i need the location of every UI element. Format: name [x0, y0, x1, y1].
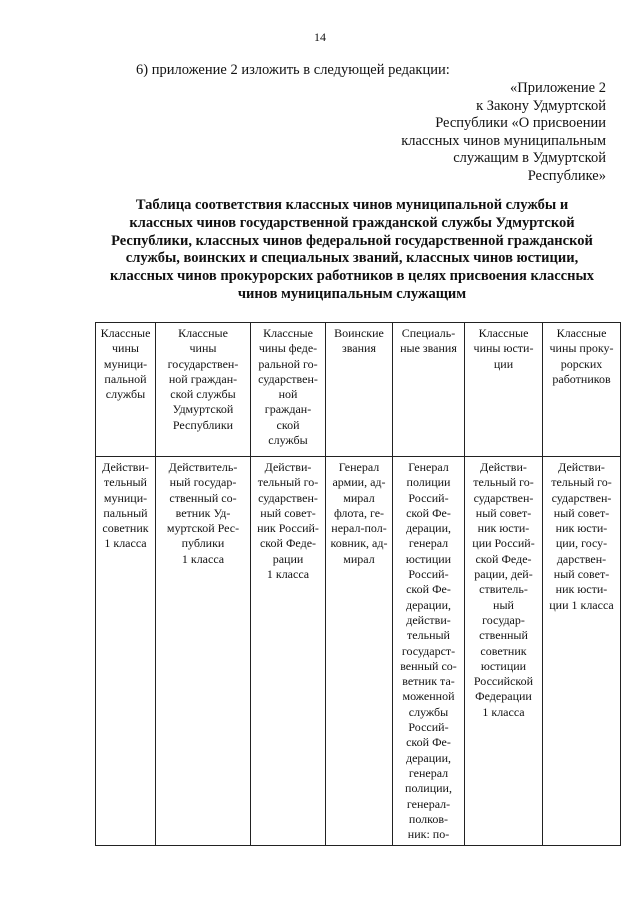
cell-text-line: пальной [104, 371, 147, 386]
cell-text-line: Действи- [558, 460, 605, 474]
intro-text: 6) приложение 2 изложить в следующей редакции: [136, 62, 450, 78]
cell-text-line: ской службы [170, 387, 236, 402]
cell-text-line: дерации, [405, 750, 452, 765]
cell-text-line: генерал [408, 765, 449, 780]
table-title [84, 197, 620, 304]
cell-text-line: ральной го- [258, 356, 318, 371]
cell-text-line: флота, ге- [333, 505, 385, 520]
cell-text-line: тельный го- [473, 475, 534, 490]
cell-text-line: ции Россий- [472, 536, 535, 551]
cell-text-line: ции 1 класса [549, 597, 614, 612]
cell-text-line: сударствен- [258, 490, 318, 505]
cell-text-line: Генерал [338, 460, 380, 474]
cell-text-line: действи- [406, 612, 451, 627]
cell-text-line: Воинские [334, 326, 384, 340]
cell-text-line: полиции [406, 475, 451, 490]
cell-text-line: ный [493, 597, 514, 612]
cell-text-line: ской Феде- [475, 551, 532, 566]
cell-text-line: государст- [401, 643, 456, 658]
appendix-reference [346, 80, 606, 186]
appendix-ref-line: Республики «О присвоении [435, 115, 606, 132]
cell-text-line: 1 класса [482, 704, 525, 719]
cell-text-line: Россий- [408, 567, 449, 582]
cell-text-line: тельный го- [257, 475, 319, 490]
appendix-ref-line: классных чинов муниципальным [401, 132, 606, 149]
cell-text-line: Удмуртской [172, 402, 234, 417]
title-line: классных чинов государственной гражданской службы Удмуртской [129, 214, 575, 231]
cell-text-line: чины феде- [258, 341, 318, 356]
cell-text-line: тельный го- [551, 475, 612, 490]
cell-text-line: муници- [103, 356, 148, 371]
cell-text-line: ник юсти- [477, 521, 530, 536]
cell-text-line: рации, дей- [474, 567, 533, 582]
cell-text-line: сударствен- [551, 490, 612, 505]
cell-text-line: ственный [479, 628, 528, 643]
cell-text-line: дерации, [405, 521, 452, 536]
title-line: чинов муниципальным служащим [237, 285, 467, 302]
cell-text-line: советник [102, 521, 149, 536]
cell-text-line: генерал- [406, 796, 451, 811]
cell-text-line: ствитель- [479, 582, 528, 597]
appendix-ref-line: к Закону Удмуртской [476, 97, 606, 114]
cell-text-line: публики [181, 536, 225, 551]
cell-text-line: мирал [343, 490, 375, 505]
cell-prosecutor [543, 457, 621, 846]
cell-text-line: Генерал [408, 460, 449, 474]
cell-text-line: чины проку- [549, 341, 614, 356]
cell-text-line: пальный [103, 505, 148, 520]
cell-text-line: юстиции [405, 551, 452, 566]
cell-text-line: звания [342, 341, 376, 356]
cell-text-line: ный государ- [169, 475, 237, 490]
cell-text-line: ской [276, 417, 300, 432]
cell-text-line: ственный со- [169, 490, 237, 505]
table-header-row [96, 323, 621, 457]
cell-text-line: ковник, ад- [330, 536, 388, 551]
cell-text-line: ской Фе- [406, 582, 451, 597]
cell-text-line: службы [105, 387, 146, 402]
cell-udmurt-civil-service [156, 457, 251, 846]
cell-text-line: дарствен- [556, 551, 607, 566]
header-cell-federal-civil-service [251, 323, 326, 457]
title-line: Республики, классных чинов федеральной государственной гражданской [111, 232, 593, 249]
rank-correspondence-table [95, 322, 621, 846]
cell-text-line: Федерации [475, 689, 532, 704]
cell-text-line: ции, госу- [555, 536, 608, 551]
cell-text-line: генерал [408, 536, 449, 551]
cell-text-line: Классные [100, 326, 151, 340]
cell-text-line: службы [268, 433, 308, 448]
cell-text-line: ные звания [400, 341, 457, 356]
cell-text-line: ветник та- [402, 674, 455, 689]
appendix-ref-line: служащим в Удмуртской [453, 150, 606, 167]
cell-text-line: дерации, [405, 597, 452, 612]
page-number: 14 [314, 30, 326, 44]
cell-text-line: нерал-пол- [331, 521, 387, 536]
cell-text-line: ник Россий- [257, 521, 319, 536]
cell-text-line: муртской Рес- [166, 521, 240, 536]
cell-text-line: государ- [482, 612, 525, 627]
cell-text-line: ник юсти- [555, 582, 608, 597]
cell-text-line: Классные [556, 326, 607, 340]
cell-text-line: Классные [178, 326, 228, 340]
cell-text-line: венный со- [400, 658, 457, 673]
cell-municipal [96, 457, 156, 846]
header-cell-military [326, 323, 393, 457]
cell-text-line: тельный [104, 475, 147, 490]
cell-text-line: чины [112, 341, 139, 356]
cell-text-line: моженной [402, 689, 455, 704]
cell-text-line: 1 класса [181, 551, 225, 566]
cell-text-line: ской Фе- [406, 735, 451, 750]
cell-text-line: Классные [478, 326, 529, 340]
cell-text-line: Специаль- [401, 326, 456, 340]
cell-text-line: Действи- [480, 460, 527, 474]
cell-text-line: сударствен- [473, 490, 534, 505]
cell-text-line: Республики [172, 417, 234, 432]
header-cell-justice [465, 323, 543, 457]
cell-text-line: работников [552, 371, 611, 386]
cell-text-line: ции [493, 356, 514, 371]
cell-text-line: Россий- [408, 490, 449, 505]
cell-text-line: Действи- [264, 460, 312, 474]
cell-text-line: ской Феде- [259, 536, 317, 551]
cell-text-line: Российской [473, 674, 534, 689]
cell-justice [465, 457, 543, 846]
cell-text-line: рации [272, 551, 304, 566]
cell-text-line: Действи- [102, 460, 149, 474]
cell-text-line: муници- [103, 490, 148, 505]
table-row [96, 457, 621, 846]
cell-text-line: ник юсти- [555, 521, 608, 536]
cell-text-line: Действитель- [168, 460, 238, 474]
cell-text-line: чины юсти- [473, 341, 534, 356]
cell-text-line: государствен- [167, 356, 239, 371]
cell-text-line: тельный [407, 628, 450, 643]
cell-text-line: чины [189, 341, 217, 356]
cell-text-line: Россий- [408, 720, 449, 735]
cell-text-line: ветник Уд- [175, 505, 231, 520]
cell-text-line: полиции, [405, 781, 452, 796]
cell-text-line: граждан- [264, 402, 312, 417]
cell-text-line: ный совет- [553, 567, 610, 582]
cell-text-line: 1 класса [104, 536, 147, 551]
title-line: службы, воинских и специальных званий, классных чинов юстиции, [125, 250, 579, 267]
cell-text-line: Классные [263, 326, 313, 340]
header-cell-municipal [96, 323, 156, 457]
cell-text-line: ной граждан- [168, 371, 238, 386]
cell-text-line: ный совет- [475, 505, 532, 520]
cell-text-line: ской Фе- [406, 505, 451, 520]
cell-text-line: службы [408, 704, 449, 719]
cell-text-line: рорских [560, 356, 603, 371]
cell-text-line: армии, ад- [332, 475, 386, 490]
appendix-ref-line: Республике» [527, 167, 606, 184]
cell-text-line: советник [480, 643, 527, 658]
cell-military [326, 457, 393, 846]
cell-text-line: 1 класса [266, 567, 310, 582]
title-line: Таблица соответствия классных чинов муниципальной службы и [135, 197, 569, 213]
cell-text-line: ный совет- [553, 505, 610, 520]
cell-text-line: сударствен- [258, 371, 318, 386]
cell-text-line: полков- [408, 811, 449, 826]
header-cell-special [393, 323, 465, 457]
header-cell-prosecutor [543, 323, 621, 457]
cell-special [393, 457, 465, 846]
cell-text-line: ный совет- [260, 505, 316, 520]
cell-federal-civil-service [251, 457, 326, 846]
appendix-ref-line: «Приложение 2 [510, 80, 606, 96]
title-line: классных чинов прокурорских работников в целях присвоения классных [109, 268, 595, 285]
cell-text-line: юстиции [480, 658, 527, 673]
header-cell-udmurt-civil-service [156, 323, 251, 457]
cell-text-line: мирал [343, 551, 375, 566]
cell-text-line: ной [278, 387, 298, 402]
cell-text-line: ник: по- [407, 827, 450, 842]
